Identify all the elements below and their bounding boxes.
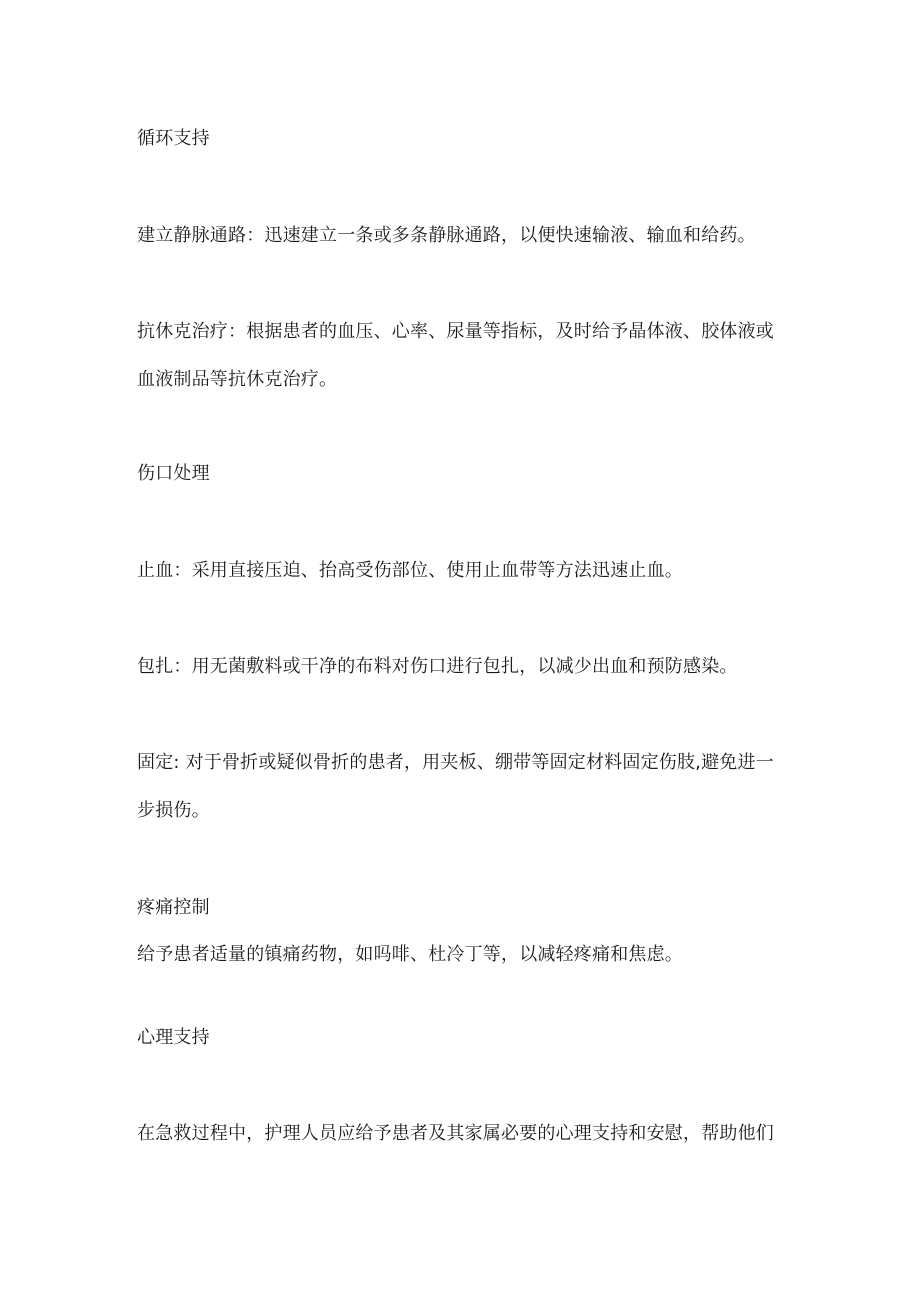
paragraph-hemostasis: 止血：采用直接压迫、抬高受伤部位、使用止血带等方法迅速止血。 [137,560,683,581]
paragraph-bandaging: 包扎：用无菌敷料或干净的布料对伤口进行包扎，以减少出血和预防感染。 [137,656,738,677]
paragraph-psychological-support: 在急救过程中，护理人员应给予患者及其家属必要的心理支持和安慰，帮助他们 [137,1123,774,1144]
paragraph-fixation-line-2: 步损伤。 [137,800,210,821]
section-heading-wound-care: 伤口处理 [137,463,210,484]
paragraph-anti-shock-line-2: 血液制品等抗休克治疗。 [137,369,338,390]
paragraph-analgesics: 给予患者适量的镇痛药物，如吗啡、杜冷丁等，以减轻疼痛和焦虑。 [137,944,683,965]
paragraph-anti-shock-line-1: 抗休克治疗：根据患者的血压、心率、尿量等指标，及时给予晶体液、胶体液或 [137,321,774,342]
section-heading-psychological-support: 心理支持 [137,1027,210,1048]
section-heading-pain-control: 疼痛控制 [137,897,210,918]
paragraph-fixation-line-1: 固定: 对于骨折或疑似骨折的患者，用夹板、绷带等固定材料固定伤肢,避免进一 [137,752,774,773]
paragraph-venous-access: 建立静脉通路：迅速建立一条或多条静脉通路，以便快速输液、输血和给药。 [137,225,756,246]
section-heading-circulation-support: 循环支持 [137,128,210,149]
